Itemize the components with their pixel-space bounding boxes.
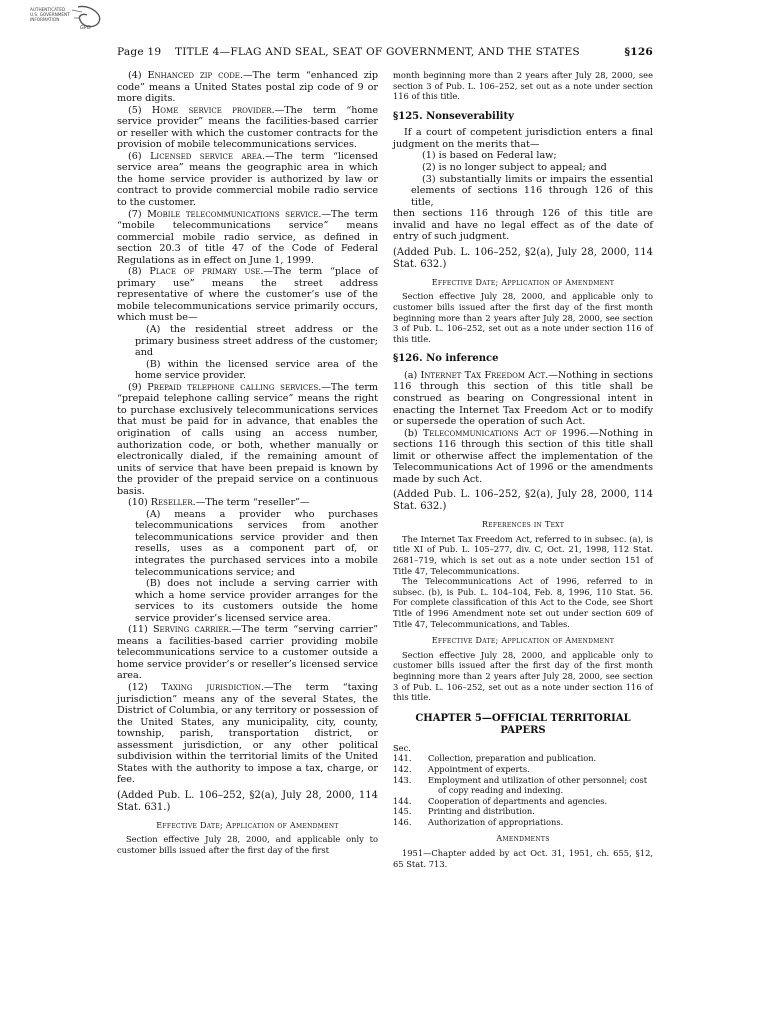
citation: (Added Pub. L. 106–252, §2(a), July 28, 2000, 114 Stat. 631.)	[117, 789, 378, 813]
chapter-toc	[393, 743, 653, 828]
toc-row: 144. Cooperation of departments and agencies.	[393, 795, 608, 806]
right-column	[393, 70, 653, 869]
svg-text:INFORMATION: INFORMATION	[30, 17, 60, 22]
note-heading: Effective Date; Application of Amendment	[156, 820, 339, 830]
section-125-note-heading: Effective Date; Application of Amendment	[431, 277, 615, 287]
definition-8: (8) Place of primary use.—The term “place of primary use” means the street address representative of where the customer’s use of the mobile telecommunications service primarily occurs, which must be—	[117, 266, 378, 324]
toc-row: 145. Printing and distribution.	[393, 806, 535, 817]
definition-9: (9) Prepaid telephone calling services.—The term “prepaid telephone calling service” means the right to purchase exclusively telecommunications services that must be paid for in advance, that enables the origination of calls using an access number, authorization code, or both, whether manually or electronically dialed, if the remaining amount of units of service that have been prepaid is known by the provider of the prepaid service on a continuous basis.	[117, 381, 379, 497]
definition-5: (5) Home service provider.—The term “home service provider” means the facilities-based carrier or reseller with which the customer contracts for the provision of mobile telecommunications services.	[117, 104, 378, 151]
definition-10a: (A) means a provider who purchases telecommunications services from another telecommunications service provider and then resells, uses as a component part of, or integrates the purchased services into a mobile telecommunications service; and	[135, 508, 378, 578]
page-number: Page 19	[117, 46, 162, 58]
toc-row: 146. Authorization of appropriations.	[393, 816, 564, 827]
left-column	[117, 70, 378, 856]
gpo-authenticated-seal-icon	[28, 4, 110, 32]
section-125-conclusion: then sections 116 through 126 of this title are invalid and have no legal effect as of the date of entry of such judgment.	[393, 208, 653, 243]
section-126-citation: (Added Pub. L. 106–252, §2(a), July 28, 2000, 114 Stat. 632.)	[393, 489, 653, 513]
toc-row: 143. Employment and utilization of other personnel; cost of copy reading and indexing.	[393, 774, 648, 796]
svg-text:GPO: GPO	[80, 25, 91, 31]
section-126-note-heading: Effective Date; Application of Amendment	[431, 636, 615, 646]
definition-4: (4) Enhanced zip code.—The term “enhanced zip code” means a United States postal zip code of 9 or more digits.	[117, 70, 379, 105]
section-126-subsection-b: (b) Telecommunications Act of 1996.—Nothing in sections 116 through this section of this title shall limit or otherwise affect the implementation of the Telecommunications Act of 1996 or the amendments made by such Act.	[393, 427, 653, 485]
section-125-citation: (Added Pub. L. 106–252, §2(a), July 28, 2000, 114 Stat. 632.)	[393, 246, 653, 270]
running-section: §126	[624, 46, 653, 58]
section-125-item-3: (3) substantially limits or impairs the essential elements of sections 116 through 126 of this title,	[411, 173, 653, 208]
section-126-note: Section effective July 28, 2000, and applicable only to customer bills issued after the first day of the first month beginning more than 2 years after July 28, 2000, see section 3 of Pub. L. 106–252, set out as a note under section 116 of this title.	[393, 649, 653, 703]
section-126-subsection-a: (a) Internet Tax Freedom Act.—Nothing in sections 116 through this section of this title shall be construed as bearing on Congressional intent in enacting the Internet Tax Freedom Act or to modify or supersede the operation of such Act.	[393, 369, 654, 428]
definition-11: (11) Serving carrier.—The term “serving carrier” means a facilities-based carrier providing mobile telecommunications service to a customer outside a home service provider’s or reseller’s licensed service area.	[117, 624, 378, 682]
definition-8a: (A) the residential street address or the primary business street address of the customer; and	[135, 324, 378, 359]
note-text: Section effective July 28, 2000, and applicable only to customer bills issued after the first day of the first	[117, 834, 378, 856]
section-126-heading: §126. No inference	[393, 353, 499, 365]
toc-sec-label: Sec.	[393, 742, 411, 753]
running-title: TITLE 4—FLAG AND SEAL, SEAT OF GOVERNMENT, AND THE STATES	[175, 46, 580, 58]
note-continuation: month beginning more than 2 years after July 28, 2000, see section 3 of Pub. L. 106–252, set out as a note under section 116 of this title.	[393, 70, 653, 102]
amendments-heading: Amendments	[496, 834, 550, 844]
definition-7: (7) Mobile telecommunications service.—The term “mobile telecommunications service” means commercial mobile radio service, as defined in section 20.3 of title 47 of the Code of Federal Regulations as in effect on June 1, 1999.	[117, 208, 379, 266]
definition-8b: (B) within the licensed service area of the home service provider.	[135, 358, 378, 382]
reference-2: The Telecommunications Act of 1996, referred to in subsec. (b), is Pub. L. 104–104, Feb. 8, 1996, 110 Stat. 56. For complete classification of this Act to the Code, see Short Title of 1996 Amendment note set out under section 609 of Title 47, Telecommunications, and Tables.	[393, 576, 653, 629]
toc-row: 141. Collection, preparation and publication.	[393, 753, 597, 764]
svg-text:U.S. GOVERNMENT: U.S. GOVERNMENT	[30, 12, 70, 17]
section-125-note: Section effective July 28, 2000, and applicable only to customer bills issued after the first day of the first month beginning more than 2 years after July 28, 2000, see section 3 of Pub. L. 106–252, set out as a note under section 116 of this title.	[393, 291, 653, 344]
definition-6: (6) Licensed service area.—The term “licensed service area” means the geographic area in which the home service provider is authorized by law or contract to provide commercial mobile radio service to the customer.	[117, 150, 379, 209]
definition-10: (10) Reseller.—The term “reseller”—	[128, 497, 310, 509]
section-125-item-1: (1) is based on Federal law;	[422, 150, 557, 162]
section-125-item-2: (2) is no longer subject to appeal; and	[422, 161, 607, 173]
definition-10b: (B) does not include a serving carrier with which a home service provider arranges for the services to its customers outside the home service provider’s licensed service area.	[135, 578, 378, 624]
svg-text:AUTHENTICATED: AUTHENTICATED	[30, 7, 66, 12]
section-125-intro: If a court of competent jurisdiction enters a final judgment on the merits that—	[393, 127, 653, 150]
references-heading: References in Text	[481, 520, 565, 530]
chapter-heading: CHAPTER 5—OFFICIAL TERRITORIAL PAPERS	[415, 712, 631, 736]
section-125-heading: §125. Nonseverability	[393, 110, 514, 122]
amendments-text: 1951—Chapter added by act Oct. 31, 1951, ch. 655, §12, 65 Stat. 713.	[393, 848, 653, 869]
toc-row: 142. Appointment of experts.	[393, 763, 530, 774]
definition-12: (12) Taxing jurisdiction.—The term “taxing jurisdiction” means any of the several States, the District of Columbia, or any territory or possession of the United States, any municipality, city, county, township, parish, transportation district, or assessment jurisdiction, or any other political subdivision within the territorial limits of the United States with the authority to impose a tax, charge, or fee.	[117, 681, 378, 786]
reference-1: The Internet Tax Freedom Act, referred to in subsec. (a), is title XI of Pub. L. 105–277, div. C, Oct. 21, 1998, 112 Stat. 2681–719, which is set out as a note under section 151 of Title 47, Telecommunications.	[393, 533, 653, 576]
